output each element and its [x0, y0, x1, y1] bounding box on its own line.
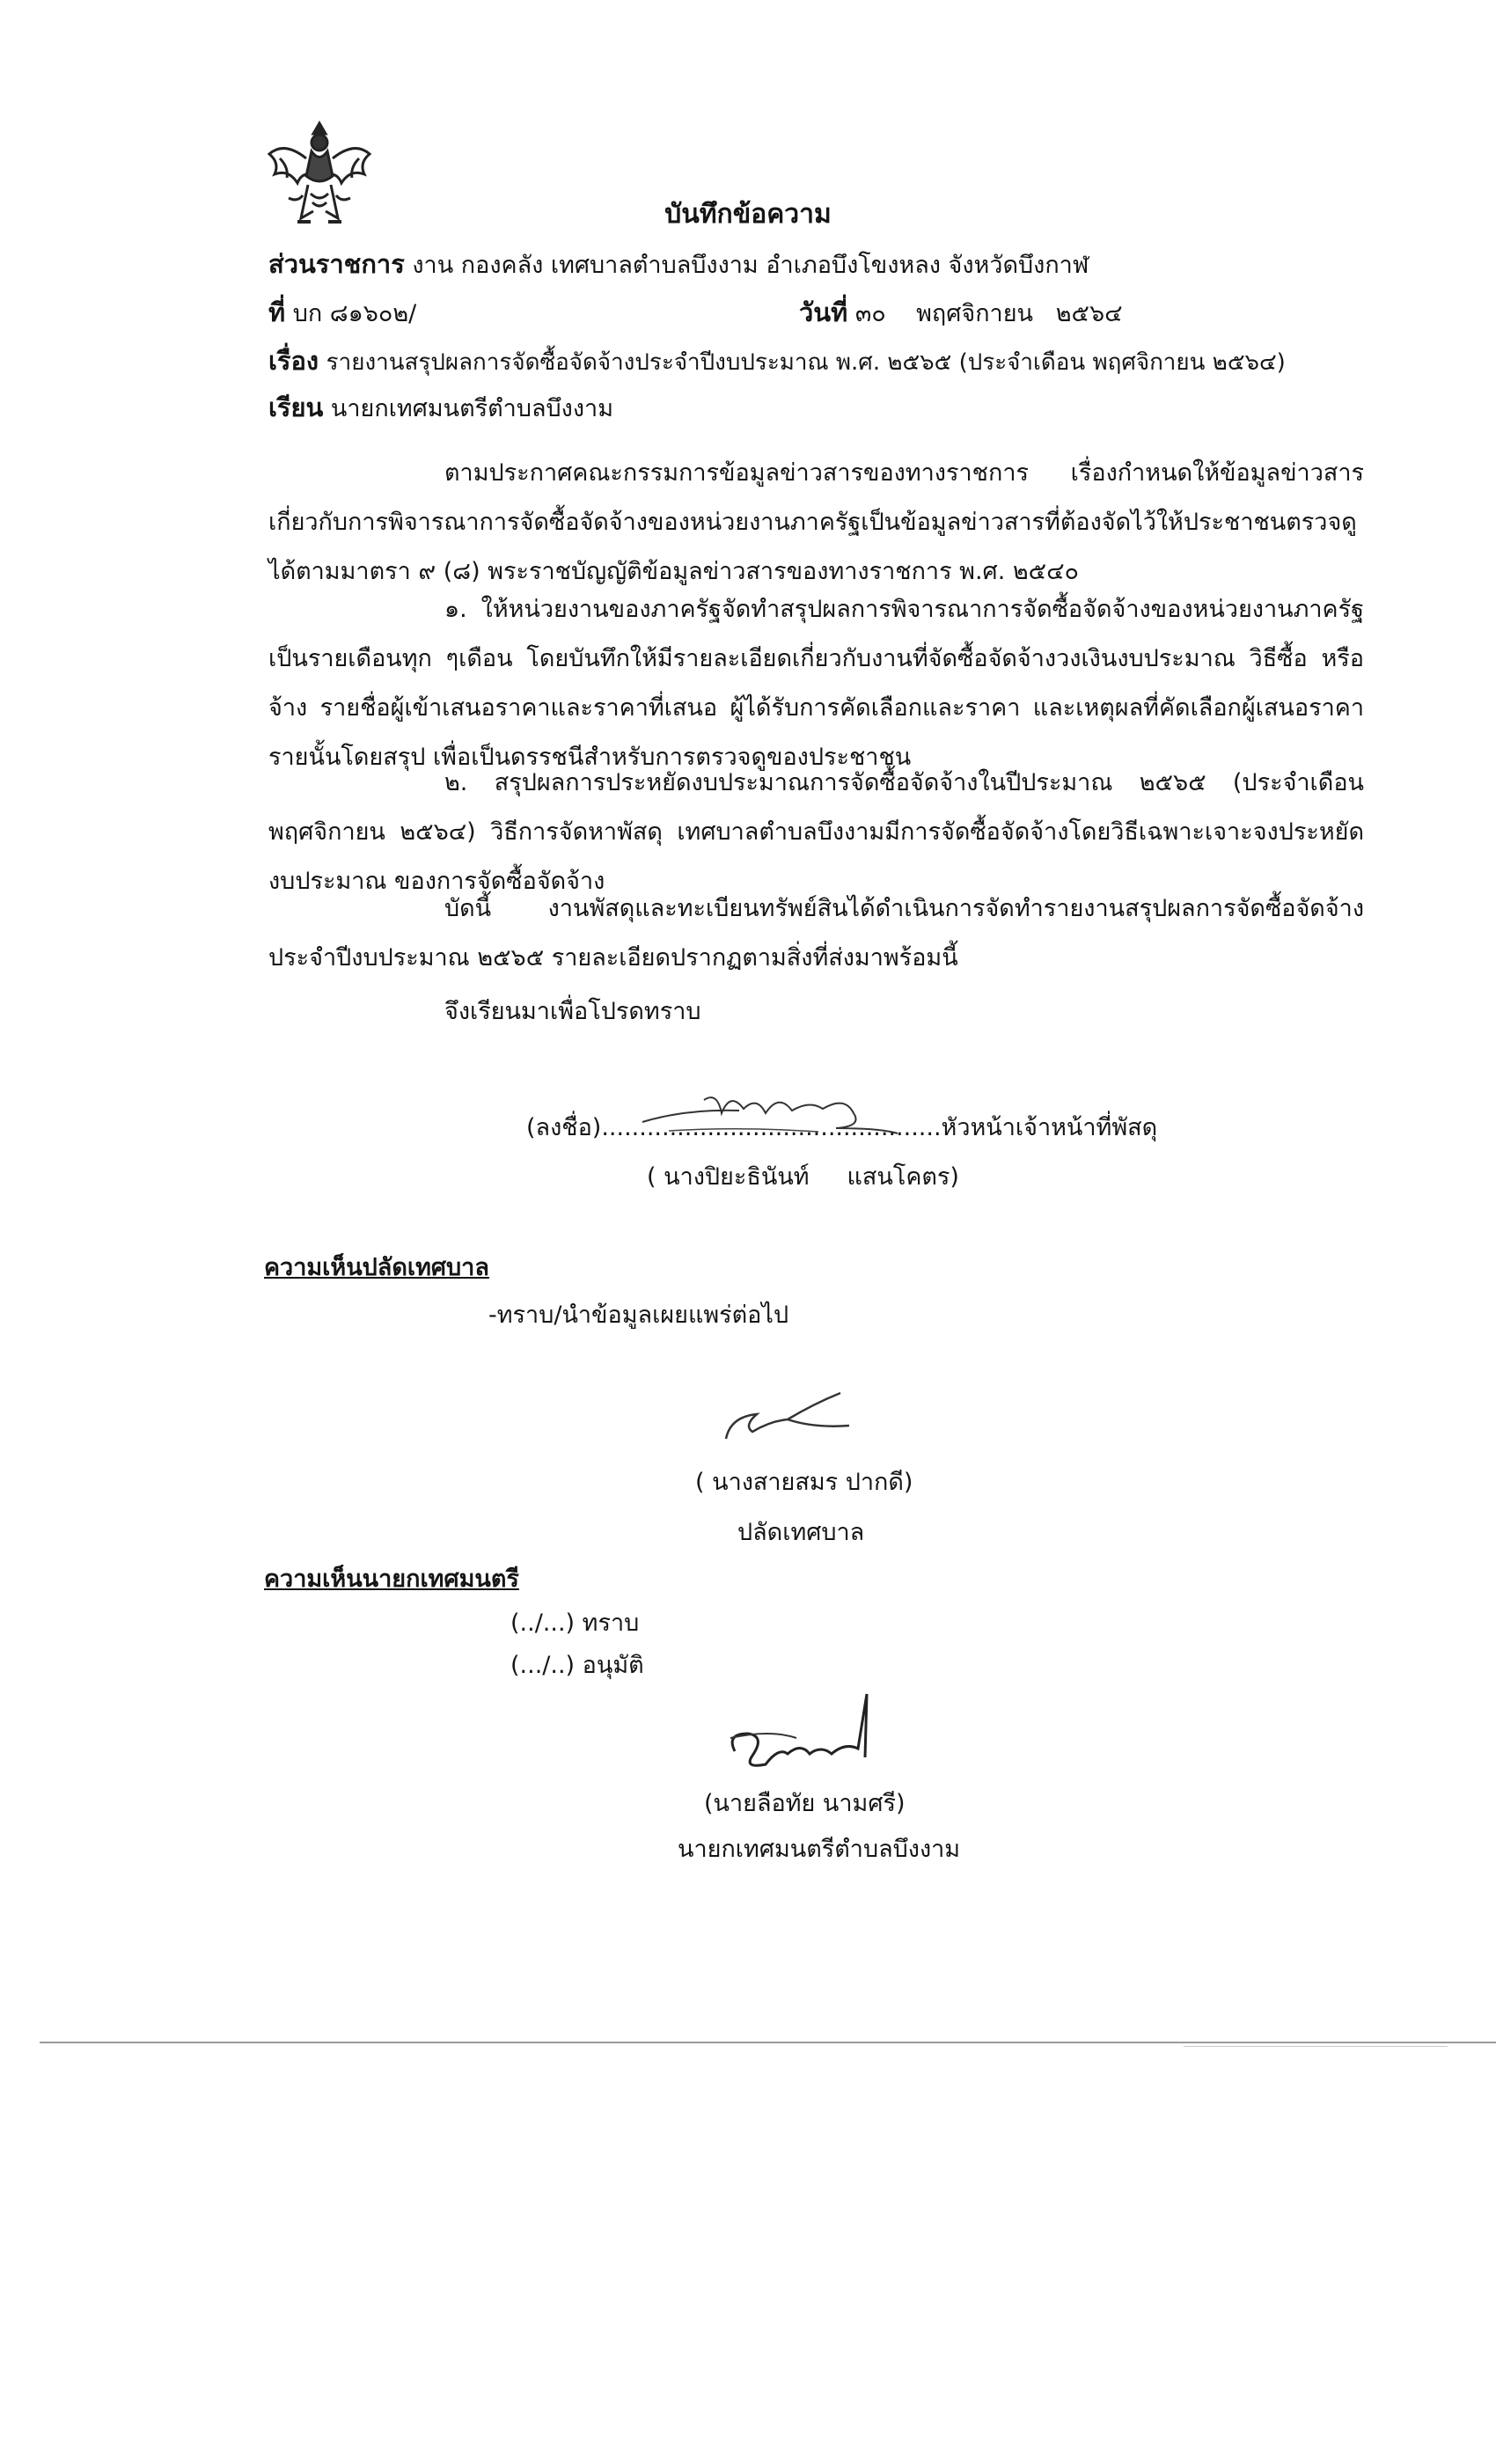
deputy-position: ปลัดเทศบาล [737, 1519, 865, 1546]
signature-1-line: (ลงชื่อ).............................................หัวหน้าเจ้าหน้าที่พัสดุ [526, 1114, 1158, 1141]
mayor-option-approve: (.../..) อนุมัติ [510, 1652, 644, 1679]
deputy-name: ( นางสายสมร ปากดี) [695, 1469, 913, 1496]
subject-label: เรื่อง [268, 346, 319, 376]
paragraph-2 [268, 585, 1364, 782]
to-line [268, 390, 613, 427]
subject-line [268, 343, 1286, 380]
memo-title: บันทึกข้อความ [664, 199, 832, 230]
deputy-opinion-heading: ความเห็นปลัดเทศบาล [264, 1254, 489, 1281]
mayor-signature-icon [717, 1685, 893, 1782]
closing-line: จึงเรียนมาเพื่อโปรดทราบ [444, 998, 701, 1025]
agency-value: งาน กองคลัง เทศบาลตำบลบึงงาม อำเภอบึงโขงหลง จังหวัดบึงกาฬ [412, 252, 1089, 279]
mayor-name: (นายลือทัย นามศรี) [704, 1790, 906, 1817]
ref-value: บก ๘๑๖๐๒/ [292, 300, 417, 327]
scan-speck [1184, 2046, 1448, 2047]
paragraph-2-text: ๑. ให้หน่วยงานของภาครัฐจัดทำสรุปผลการพิจารณาการจัดซื้อจัดจ้างของหน่วยงานภาครัฐเป็นรายเดือนทุก ๆเดือน โดยบันทึกให้มีรายละเอียดเกี่ยวกับงานที่จัดซื้อจัดจ้างวงเงินงบประมาณ วิธีซื้อ หรือจ้าง รายชื่อผู้เข้าเสนอราคาและราคาที่เสนอ ผู้ได้รับการคัดเลือกและราคา และเหตุผลที่คัดเลือกผู้เสนอราคารายนั้นโดยสรุป เพื่อเป็นดรรชนีสำหรับการตรวจดูของประชาชน [268, 596, 1364, 771]
agency-label: ส่วนราชการ [268, 249, 405, 279]
date-label: วันที่ [799, 297, 848, 327]
paragraph-1-text: ตามประกาศคณะกรรมการข้อมูลข่าวสารของทางราชการ เรื่องกำหนดให้ข้อมูลข่าวสารเกี่ยวกับการพิจารณาการจัดซื้อจัดจ้างของหน่วยงานภาครัฐเป็นข้อมูลข่าวสารที่ต้องจัดไว้ให้ประชาชนตรวจดูได้ตามมาตรา ๙ (๘) พระราชบัญญัติข้อมูลข่าวสารของทางราชการ พ.ศ. ๒๕๔๐ [268, 459, 1364, 585]
paragraph-1 [268, 449, 1364, 597]
mayor-position: นายกเทศมนตรีตำบลบึงงาม [678, 1836, 961, 1863]
mayor-option-acknowledge: (../...) ทราบ [510, 1610, 640, 1637]
ref-line [268, 295, 416, 332]
mayor-opinion-heading: ความเห็นนายกเทศมนตรี [264, 1566, 519, 1593]
to-label: เรียน [268, 392, 324, 422]
agency-line [268, 246, 1089, 283]
to-value: นายกเทศมนตรีตำบลบึงงาม [330, 395, 613, 422]
paragraph-4 [268, 884, 1364, 983]
deputy-signature-icon [717, 1377, 876, 1456]
paragraph-3-text: ๒. สรุปผลการประหยัดงบประมาณการจัดซื้อจัดจ้างในปีประมาณ ๒๕๖๕ (ประจำเดือนพฤศจิกายน ๒๕๖๔) วิธีการจัดหาพัสดุ เทศบาลตำบลบึงงามมีการจัดซื้อจัดจ้างโดยวิธีเฉพาะเจาะจงประหยัดงบประมาณ ของการจัดซื้อจัดจ้าง [268, 769, 1364, 895]
scan-edge-divider [40, 2042, 1496, 2043]
subject-value: รายงานสรุปผลการจัดซื้อจัดจ้างประจำปีงบประมาณ พ.ศ. ๒๕๖๕ (ประจำเดือน พฤศจิกายน ๒๕๖๔) [326, 349, 1286, 376]
deputy-opinion-text: -ทราบ/นำข้อมูลเผยแพร่ต่อไป [488, 1302, 789, 1329]
ref-label: ที่ [268, 297, 286, 327]
date-value: ๓๐ พฤศจิกายน ๒๕๖๔ [854, 300, 1123, 327]
date-line [799, 295, 1123, 332]
signature-1-name: ( นางปิยะธินันท์ แสนโคตร) [647, 1163, 959, 1191]
paragraph-4-text: บัดนี้ งานพัสดุและทะเบียนทรัพย์สินได้ดำเนินการจัดทำรายงานสรุปผลการจัดซื้อจัดจ้างประจำปีงบประมาณ ๒๕๖๕ รายละเอียดปรากฏตามสิ่งที่ส่งมาพร้อมนี้ [268, 895, 1364, 972]
